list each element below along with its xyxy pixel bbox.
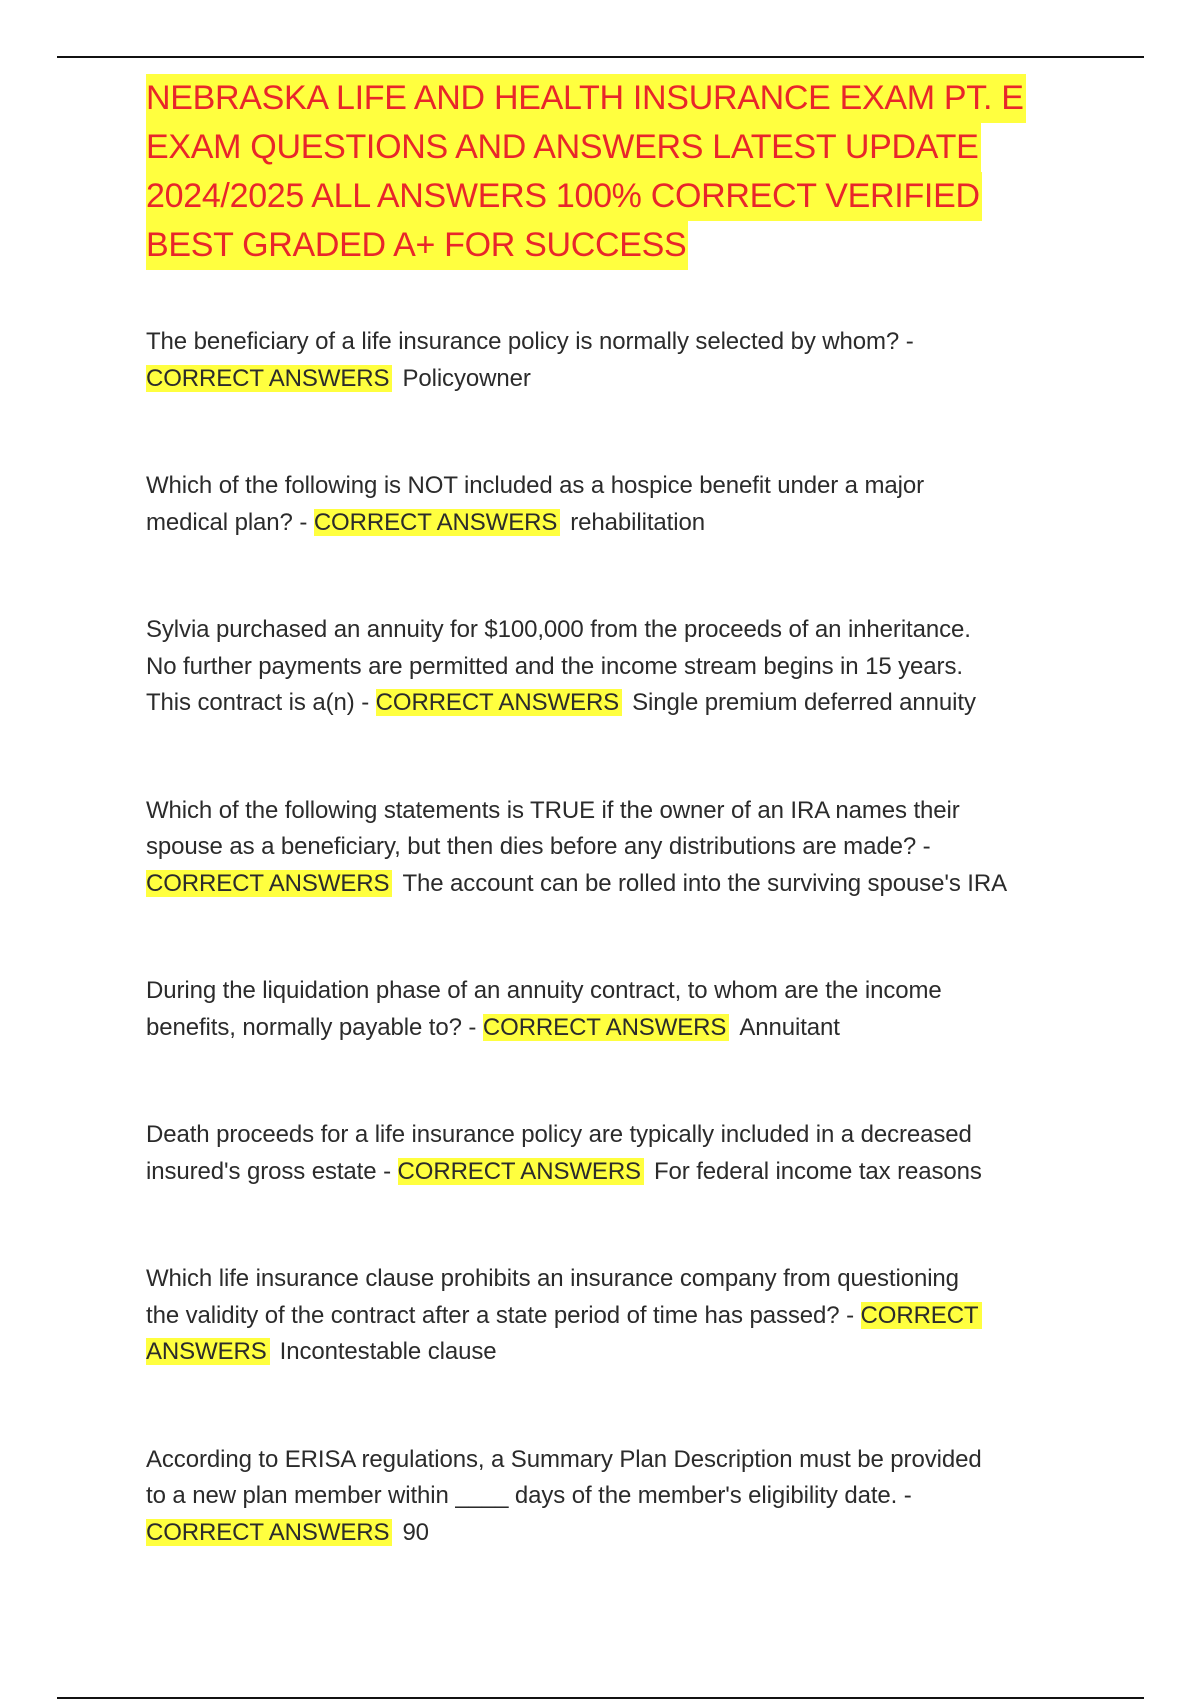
correct-answers-marker: CORRECT ANSWERS xyxy=(146,870,392,897)
answer-line xyxy=(146,1154,1076,1191)
question-tail: This contract is a(n) - xyxy=(146,689,376,716)
question-text: spouse as a beneficiary, but then dies before any distributions are made? - xyxy=(146,833,931,860)
correct-answers-marker: CORRECT ANSWERS xyxy=(483,1014,729,1041)
title-line: EXAM QUESTIONS AND ANSWERS LATEST UPDATE xyxy=(146,123,981,172)
question-text xyxy=(146,1298,1076,1335)
question-tail: the validity of the contract after a state period of time has passed? - xyxy=(146,1301,861,1329)
qa-item xyxy=(146,973,1076,1046)
correct-answers-marker: CORRECT ANSWERS xyxy=(398,1158,644,1185)
question-tail: benefits, normally payable to? - xyxy=(146,1013,483,1041)
qa-item xyxy=(146,468,1076,541)
answer-text: Policyowner xyxy=(402,364,531,392)
answer-line xyxy=(146,1010,1076,1047)
correct-answers-marker-part1: CORRECT xyxy=(861,1302,982,1329)
correct-answers-marker: CORRECT ANSWERS xyxy=(146,1519,392,1546)
answer-text: For federal income tax reasons xyxy=(653,1157,982,1185)
question-text: During the liquidation phase of an annuity contract, to whom are the income xyxy=(146,977,942,1004)
answer-line xyxy=(146,685,1076,722)
top-rule xyxy=(57,56,1144,58)
answer-line xyxy=(146,866,1076,903)
question-text: The beneficiary of a life insurance policy is normally selected by whom? - xyxy=(146,328,914,355)
answer-text: Annuitant xyxy=(739,1013,840,1041)
question-text: to a new plan member within ____ days of the member's eligibility date. - xyxy=(146,1482,912,1509)
question-text: Which of the following is NOT included as a hospice benefit under a major xyxy=(146,472,925,499)
question-text: According to ERISA regulations, a Summary Plan Description must be provided xyxy=(146,1445,982,1473)
correct-answers-marker: CORRECT ANSWERS xyxy=(146,365,392,392)
question-text: Sylvia purchased an annuity for $100,000 from the proceeds of an inheritance. xyxy=(146,616,971,643)
correct-answers-marker: CORRECT ANSWERS xyxy=(314,509,560,536)
answer-text: Single premium deferred annuity xyxy=(632,689,976,716)
question-text: Which of the following statements is TRUE if the owner of an IRA names their xyxy=(146,796,960,824)
qa-item xyxy=(146,612,1076,722)
qa-item xyxy=(146,1117,1076,1190)
answer-line xyxy=(146,1334,1076,1371)
title-line: 2024/2025 ALL ANSWERS 100% CORRECT VERIFIED xyxy=(146,172,982,221)
document-title xyxy=(146,74,1076,270)
document-body xyxy=(146,74,1076,1622)
question-tail: insured's gross estate - xyxy=(146,1157,398,1185)
question-text: No further payments are permitted and the income stream begins in 15 years. xyxy=(146,652,963,680)
question-text: Death proceeds for a life insurance policy are typically included in a decreased xyxy=(146,1121,972,1148)
qa-list xyxy=(146,324,1076,1551)
qa-item xyxy=(146,1442,1076,1552)
title-line: NEBRASKA LIFE AND HEALTH INSURANCE EXAM PT. E xyxy=(146,74,1026,123)
qa-item xyxy=(146,1261,1076,1371)
answer-text: 90 xyxy=(402,1518,429,1546)
question-tail: medical plan? - xyxy=(146,508,314,536)
answer-text: Incontestable clause xyxy=(279,1338,497,1365)
correct-answers-marker: CORRECT ANSWERS xyxy=(376,689,622,716)
question-text: Which life insurance clause prohibits an insurance company from questioning xyxy=(146,1265,959,1292)
answer-line xyxy=(146,361,1076,398)
correct-answers-marker-part2: ANSWERS xyxy=(146,1338,270,1365)
qa-item xyxy=(146,793,1076,903)
answer-line xyxy=(146,505,1076,542)
title-line: BEST GRADED A+ FOR SUCCESS xyxy=(146,221,688,270)
answer-line xyxy=(146,1515,1076,1552)
answer-text: rehabilitation xyxy=(570,508,705,536)
answer-text: The account can be rolled into the surviving spouse's IRA xyxy=(402,869,1007,897)
bottom-rule xyxy=(57,1697,1144,1699)
qa-item xyxy=(146,324,1076,397)
